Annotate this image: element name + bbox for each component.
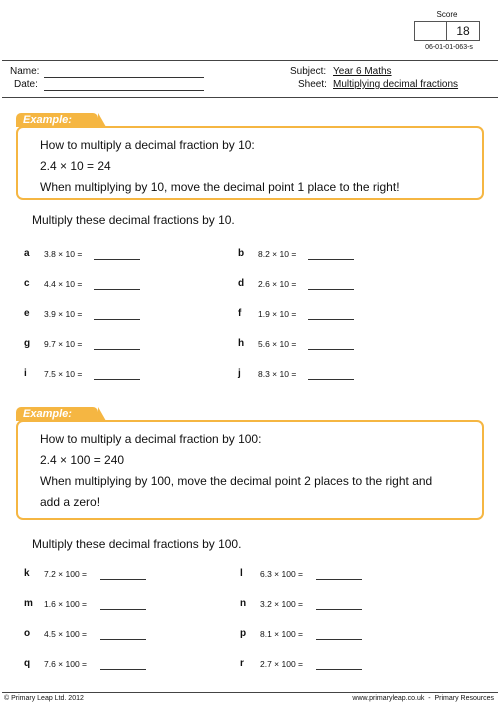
question-expression: 3.9 × 10 = [44,309,83,319]
footer-rule [2,692,498,693]
example-line: When multiplying by 10, move the decimal point 1 place to the right! [40,180,400,194]
answer-line[interactable] [94,379,140,380]
question-expression: 4.5 × 100 = [44,629,88,639]
question-letter: b [238,248,245,259]
example-box [16,126,484,200]
score-value: 18 [447,21,480,41]
question-letter: q [24,658,31,669]
header-bottom-rule [2,97,498,98]
answer-line[interactable] [100,609,146,610]
question-expression: 3.2 × 100 = [260,599,304,609]
question-letter: h [238,338,245,349]
question-letter: n [240,598,247,609]
footer-link[interactable]: www.primaryleap.co.uk - Primary Resources [352,695,494,702]
question-letter: e [24,308,30,319]
answer-line[interactable] [308,319,354,320]
question-letter: g [24,338,31,349]
example-line: How to multiply a decimal fraction by 100: [40,432,262,446]
question-letter: m [24,598,33,609]
score-area [414,10,482,51]
question-expression: 1.6 × 100 = [44,599,88,609]
answer-line[interactable] [100,669,146,670]
name-label: Name: [10,66,40,77]
section-instruction: Multiply these decimal fractions by 100. [32,537,242,551]
answer-line[interactable] [94,349,140,350]
score-label: Score [436,10,458,19]
answer-line[interactable] [316,639,362,640]
question-letter: o [24,628,31,639]
question-expression: 8.1 × 100 = [260,629,304,639]
answer-line[interactable] [308,259,354,260]
answer-line[interactable] [308,379,354,380]
answer-line[interactable] [316,669,362,670]
footer-copyright: © Primary Leap Ltd. 2012 [4,695,84,702]
subject-label: Subject: [290,66,327,77]
answer-line[interactable] [94,259,140,260]
question-letter: c [24,278,30,289]
answer-line[interactable] [316,579,362,580]
question-expression: 5.6 × 10 = [258,339,297,349]
answer-line[interactable] [308,349,354,350]
section-instruction: Multiply these decimal fractions by 10. [32,213,235,227]
sheet-code: 06-01-01-063-s [425,44,473,51]
example-tab: Example: [16,113,98,127]
question-expression: 7.6 × 100 = [44,659,88,669]
question-letter: l [240,568,243,579]
example-box [16,420,484,520]
question-expression: 1.9 × 10 = [258,309,297,319]
question-expression: 3.8 × 10 = [44,249,83,259]
example-tab: Example: [16,407,98,421]
question-expression: 2.6 × 10 = [258,279,297,289]
header-top-rule [2,60,498,61]
question-letter: f [238,308,242,319]
question-expression: 6.3 × 100 = [260,569,304,579]
subject-value: Year 6 Maths [333,66,392,77]
question-letter: p [240,628,247,639]
sheet-value: Multiplying decimal fractions [333,79,459,90]
score-empty-box [414,21,447,41]
answer-line[interactable] [308,289,354,290]
question-letter: i [24,368,27,379]
example-line: How to multiply a decimal fraction by 10: [40,138,255,152]
answer-line[interactable] [94,289,140,290]
example-line: When multiplying by 100, move the decimal point 2 places to the right and [40,474,433,488]
date-label: Date: [14,79,38,90]
question-expression: 2.7 × 100 = [260,659,304,669]
question-letter: j [238,368,241,379]
question-expression: 8.2 × 10 = [258,249,297,259]
question-expression: 8.3 × 10 = [258,369,297,379]
example-line: 2.4 × 10 = 24 [40,159,111,173]
example-line: 2.4 × 100 = 240 [40,453,125,467]
question-expression: 9.7 × 10 = [44,339,83,349]
name-line[interactable] [44,77,204,78]
question-letter: a [24,248,30,259]
question-expression: 7.5 × 10 = [44,369,83,379]
question-letter: r [240,658,244,669]
sheet-label: Sheet: [298,79,327,90]
answer-line[interactable] [94,319,140,320]
question-letter: k [24,568,30,579]
question-letter: d [238,278,245,289]
answer-line[interactable] [316,609,362,610]
question-expression: 7.2 × 100 = [44,569,88,579]
answer-line[interactable] [100,639,146,640]
date-line[interactable] [44,90,204,91]
answer-line[interactable] [100,579,146,580]
question-expression: 4.4 × 10 = [44,279,83,289]
score-boxes [414,21,482,41]
example-line: add a zero! [40,495,101,509]
